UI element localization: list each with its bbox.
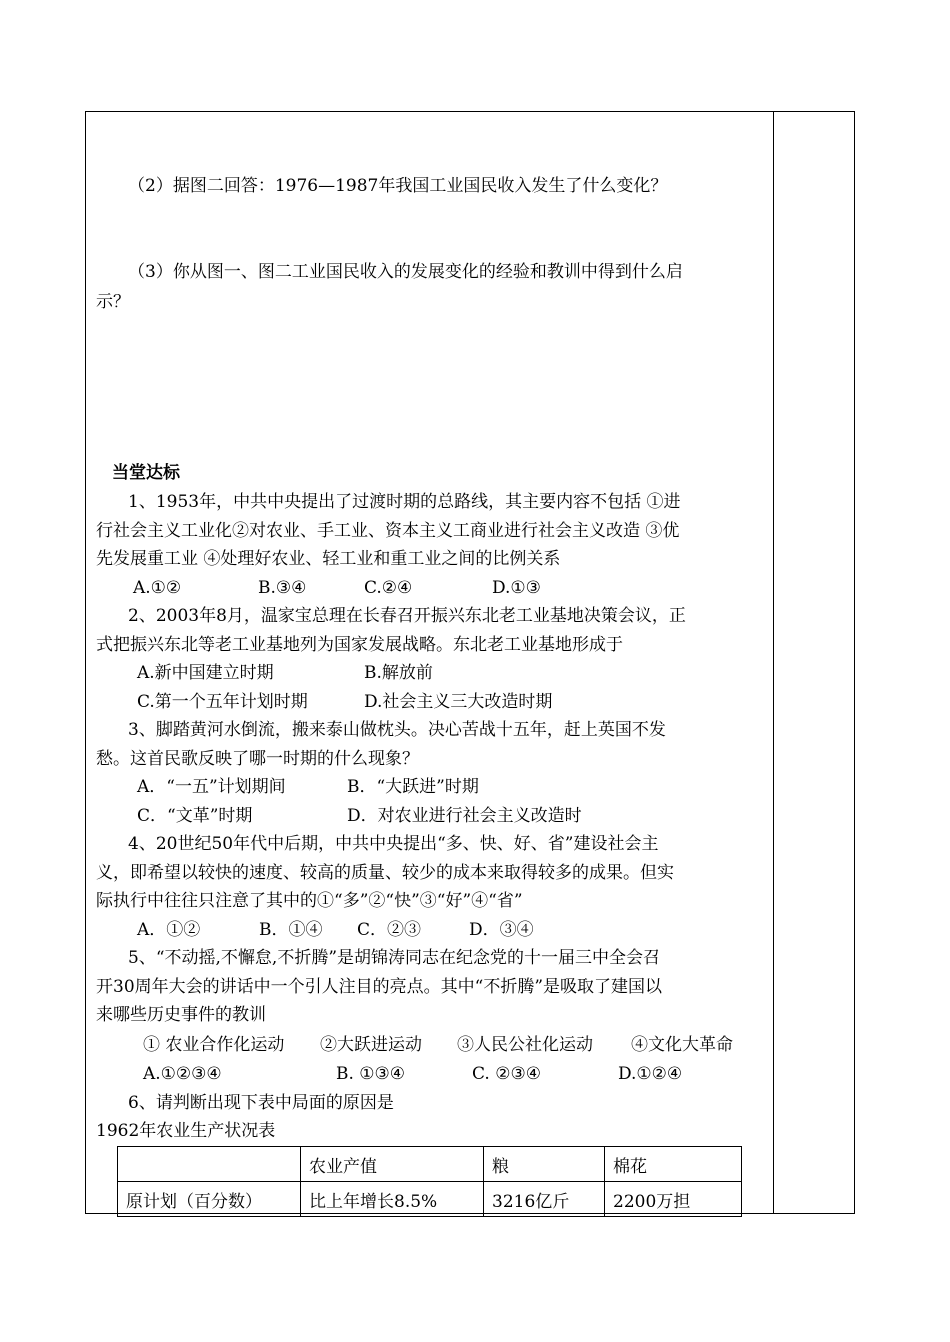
item-4-option-d: D．③④	[469, 920, 534, 940]
item-1-option-c: C.②④	[364, 578, 413, 598]
table-header-cell: 粮	[484, 1147, 605, 1182]
item-4-stem-line1: 4、20世纪50年代中后期，中共中央提出“多、快、好、省”建设社会主	[128, 834, 659, 854]
item-5-option-a: A.①②③④	[143, 1064, 222, 1084]
column-divider	[773, 111, 774, 1214]
question-3-text-line2: 示？	[96, 292, 130, 312]
table-caption: 1962年农业生产状况表	[96, 1121, 276, 1141]
table-cell: 原计划（百分数）	[118, 1182, 301, 1217]
item-1-stem-line2: 行社会主义工业化②对农业、手工业、资本主义工商业进行社会主义改造 ③优	[96, 521, 680, 541]
item-4-option-b: B．①④	[259, 920, 323, 940]
item-1-stem-line3: 先发展重工业 ④处理好农业、轻工业和重工业之间的比例关系	[96, 549, 561, 569]
item-1-stem-line1: 1、1953年，中共中央提出了过渡时期的总路线，其主要内容不包括 ①进	[128, 492, 681, 512]
section-title: 当堂达标	[112, 463, 180, 483]
agriculture-table	[117, 1146, 742, 1217]
item-1-option-b: B.③④	[258, 578, 307, 598]
item-5-option-d: D.①②④	[618, 1064, 683, 1084]
item-2-option-d: D.社会主义三大改造时期	[364, 692, 553, 712]
item-5-option-b: B. ①③④	[336, 1064, 406, 1084]
item-3-option-a: A．“一五”计划期间	[137, 777, 286, 797]
table-header-cell: 农业产值	[301, 1147, 484, 1182]
item-3-option-d: D．对农业进行社会主义改造时	[347, 806, 582, 826]
item-4-stem-line3: 际执行中往往只注意了其中的①“多”②“快”③“好”④“省”	[96, 891, 523, 911]
table-header-cell: 棉花	[605, 1147, 742, 1182]
item-3-stem-line1: 3、脚踏黄河水倒流，搬来泰山做枕头。决心苦战十五年，赶上英国不发	[128, 720, 666, 740]
table-cell: 3216亿斤	[484, 1182, 605, 1217]
table-header-cell	[118, 1147, 301, 1182]
question-3-text-line1: （3）你从图一、图二工业国民收入的发展变化的经验和教训中得到什么启	[128, 262, 683, 282]
item-3-option-c: C．“文革”时期	[137, 806, 253, 826]
item-1-option-a: A.①②	[133, 578, 182, 598]
item-5-stem-line2: 开30周年大会的讲话中一个引人注目的亮点。其中“不折腾”是吸取了建国以	[96, 977, 663, 997]
item-5-stem-line3: 来哪些历史事件的教训	[96, 1005, 266, 1025]
item-4-option-c: C．②③	[357, 920, 422, 940]
item-4-stem-line2: 义，即希望以较快的速度、较高的质量、较少的成本来取得较多的成果。但实	[96, 863, 674, 883]
table-cell: 比上年增长8.5%	[301, 1182, 484, 1217]
item-6-stem: 6、请判断出现下表中局面的原因是	[128, 1093, 394, 1113]
item-2-stem-line2: 式把振兴东北等老工业基地列为国家发展战略。东北老工业基地形成于	[96, 635, 623, 655]
item-1-option-d: D.①③	[492, 578, 541, 598]
table-row	[118, 1182, 742, 1217]
table-header-row	[118, 1147, 742, 1182]
item-2-stem-line1: 2、2003年8月，温家宝总理在长春召开振兴东北老工业基地决策会议，正	[128, 606, 686, 626]
question-2-text: （2）据图二回答：1976—1987年我国工业国民收入发生了什么变化？	[128, 176, 668, 196]
item-5-choice-4: ④文化大革命	[631, 1035, 733, 1055]
item-4-option-a: A．①②	[137, 920, 201, 940]
item-2-option-b: B.解放前	[364, 663, 433, 683]
table-cell: 2200万担	[605, 1182, 742, 1217]
item-5-choice-3: ③人民公社化运动	[457, 1035, 593, 1055]
item-5-option-c: C. ②③④	[472, 1064, 541, 1084]
item-3-stem-line2: 愁。这首民歌反映了哪一时期的什么现象？	[96, 749, 419, 769]
item-3-option-b: B．“大跃进”时期	[347, 777, 479, 797]
item-5-choice-2: ②大跃进运动	[320, 1035, 422, 1055]
item-2-option-a: A.新中国建立时期	[137, 663, 274, 683]
item-5-choice-1: ① 农业合作化运动	[143, 1035, 285, 1055]
item-2-option-c: C.第一个五年计划时期	[137, 692, 308, 712]
item-5-stem-line1: 5、“不动摇,不懈怠,不折腾”是胡锦涛同志在纪念党的十一届三中全会召	[128, 948, 661, 968]
